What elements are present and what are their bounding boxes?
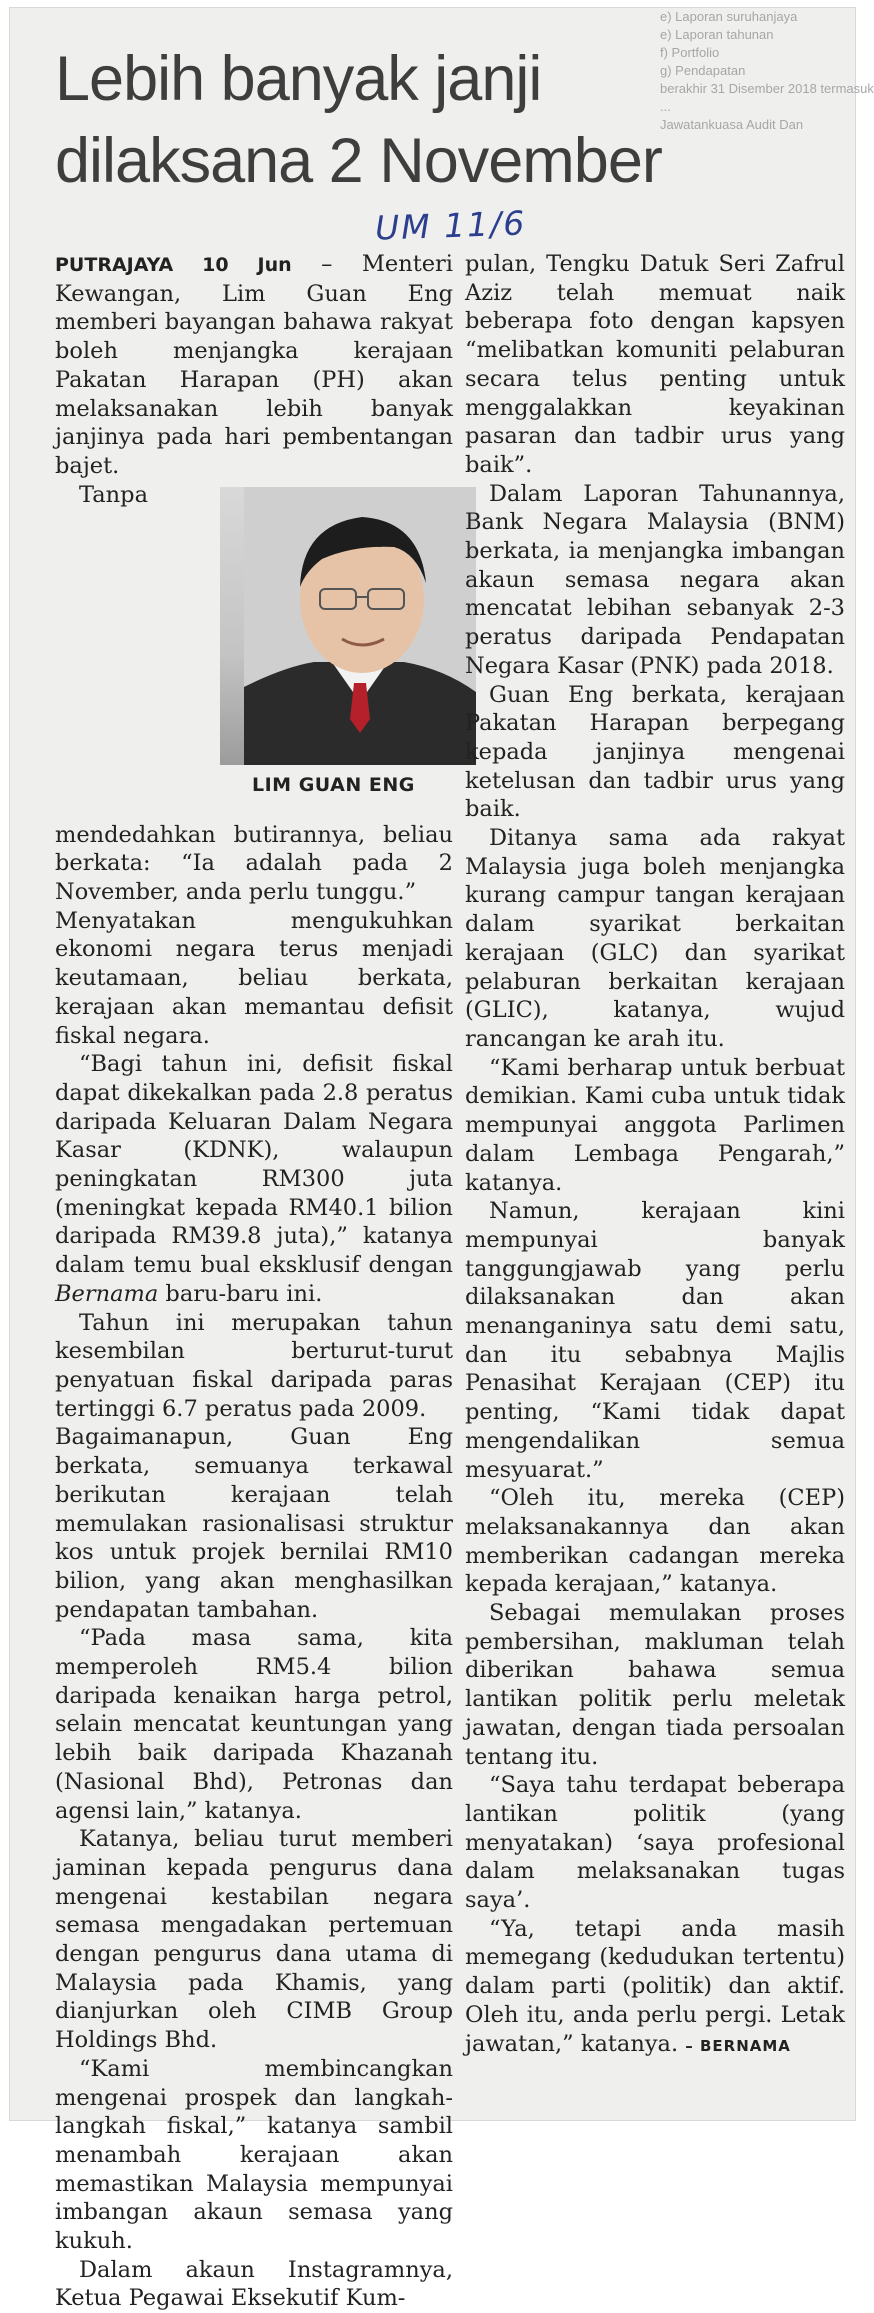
newspaper-clipping bbox=[10, 8, 874, 2312]
handwritten-note: UM 11/6 bbox=[374, 203, 527, 248]
paragraph: Guan Eng berkata, kerajaan Pakatan Harapan berpegang kepada janjinya mengenai ketelusan dan tadbir urus yang baik. bbox=[465, 681, 845, 823]
paragraph: Menyatakan mengukuhkan ekonomi negara terus menjadi keutamaan, beliau berkata, kerajaan akan memantau defisit fiskal negara. bbox=[55, 907, 453, 1049]
paragraph: “Kami membincangkan mengenai prospek dan langkah-langkah fiskal,” katanya sambil menambah kerajaan akan memastikan Malaysia mempunyai imbangan akaun semasa yang kukuh. bbox=[55, 2055, 453, 2255]
paragraph: Bagaimanapun, Guan Eng berkata, semuanya terkawal berikutan kerajaan telah memulakan rasionalisasi struktur kos untuk projek bernilai RM10 bilion, yang akan menghasilkan pendapatan tambahan. bbox=[55, 1424, 453, 1623]
emphasis: Bernama bbox=[55, 1280, 159, 1307]
strip-line: e) Laporan tahunan bbox=[660, 27, 774, 42]
paragraph: “Pada masa sama, kita memperoleh RM5.4 bilion daripada kenaikan harga petrol, selain mencatat keuntungan yang lebih baik daripada Khazanah (Nasional Bhd), Petronas dan agensi lain,” katanya. bbox=[55, 1625, 453, 1824]
strip-line: Jawatankuasa Audit Dan bbox=[660, 117, 804, 132]
paragraph: Dalam Laporan Tahunannya, Bank Negara Malaysia (BNM) berkata, ia menjangka imbangan akaun semasa negara akan mencatat lebihan sebanyak 2-3 peratus daripada Pendapatan Negara Kasar (PNK) pada 2018. bbox=[465, 480, 845, 679]
paragraph: Ditanya sama ada rakyat Malaysia juga boleh menjangka kurang campur tangan kerajaan dalam syarikat berkaitan kerajaan (GLC) dan syarikat pelaburan berkaitan kerajaan (GLIC), katanya, wujud rancangan ke arah itu. bbox=[465, 825, 845, 1052]
paragraph: “Kami berharap untuk berbuat demikian. Kami cuba untuk tidak mempunyai anggota Parlimen dalam Lembaga Pengarah,” katanya. bbox=[465, 1054, 845, 1196]
paragraph: Tahun ini merupakan tahun kesembilan berturut-turut penyatuan fiskal daripada paras tertinggi 6.7 peratus pada 2009. bbox=[55, 1309, 453, 1422]
paragraph: Katanya, beliau turut memberi jaminan kepada pengurus dana mengenai kestabilan negara semasa mengadakan pertemuan dengan pengurus dana utama di Malaysia pada Khamis, yang dianjurkan oleh CIMB Group Holdings Bhd. bbox=[55, 1826, 453, 2054]
strip-line: berakhir 31 Disember 2018 termasuk bbox=[660, 81, 874, 96]
paragraph: “Bagi tahun ini, defisit fiskal dapat dikekalkan pada 2.8 peratus daripada Keluaran Dalam Negara Kasar (KDNK), walaupun peningkatan RM300 juta (meningkat kepada RM40.1 bilion daripada RM39.8 juta),” katanya dalam temu bual eksklusif dengan bbox=[55, 1051, 453, 1279]
article-column-2 bbox=[465, 250, 845, 2060]
paragraph: Tanpa mendedahkan butirannya, beliau berkata: “Ia adalah pada 2 November, anda perlu tunggu.” bbox=[55, 481, 453, 906]
photo-block bbox=[220, 487, 465, 817]
paragraph: “Saya tahu terdapat beberapa lantikan politik (yang menyatakan) ‘saya profesional dalam melaksanakan tugas saya’. bbox=[465, 1772, 845, 1914]
portrait-photo bbox=[220, 487, 452, 765]
strip-line: ... bbox=[660, 99, 671, 114]
paragraph: – Menteri Kewangan, Lim Guan Eng memberi bayangan bahawa rakyat boleh menjangka kerajaan Pakatan Harapan (PH) akan melaksanakan lebih banyak janjinya pada hari pembentangan bajet. bbox=[55, 251, 454, 479]
strip-line: e) Laporan suruhanjaya bbox=[660, 9, 798, 24]
paragraph: Sebagai memulakan proses pembersihan, makluman telah diberikan bahawa semua lantikan politik perlu meletak jawatan, dengan tiada persoalan tentang itu. bbox=[465, 1600, 845, 1770]
strip-line: f) Portfolio bbox=[660, 45, 720, 60]
article-column-1 bbox=[55, 250, 453, 2313]
paragraph: Dalam akaun Instagramnya, Ketua Pegawai Eksekutif Kum- bbox=[55, 2256, 453, 2312]
strip-line: g) Pendapatan bbox=[660, 63, 746, 78]
paragraph: “Oleh itu, mereka (CEP) melaksanakannya dan akan memberikan cadangan mereka kepada kerajaan,” katanya. bbox=[465, 1485, 845, 1598]
byline: – BERNAMA bbox=[685, 2036, 791, 2055]
headline: Lebih banyak janji dilaksana 2 November bbox=[55, 44, 662, 196]
paragraph-end: baru-baru ini. bbox=[165, 1280, 323, 1307]
photo-caption: LIM GUAN ENG bbox=[252, 773, 415, 796]
paragraph: “Ya, tetapi anda masih memegang (kedudukan tertentu) dalam parti (politik) dan aktif. Oleh itu, anda perlu pergi. Letak jawatan,” katanya. bbox=[465, 1915, 845, 2057]
paragraph: pulan, Tengku Datuk Seri Zafrul Aziz telah memuat naik beberapa foto dengan kapsyen “melibatkan komuniti pelaburan secara telus penting untuk menggalakkan keyakinan pasaran dan tadbir urus yang baik”. bbox=[465, 251, 845, 478]
paragraph: Namun, kerajaan kini mempunyai banyak tanggungjawab yang perlu dilaksanakan dan akan menanganinya satu demi satu, dan itu sebabnya Majlis Penasihat Kerajaan (CEP) itu penting, “Kami tidak dapat mengendalikan semua mesyuarat.” bbox=[465, 1198, 845, 1483]
dateline: PUTRAJAYA 10 Jun bbox=[55, 254, 292, 276]
